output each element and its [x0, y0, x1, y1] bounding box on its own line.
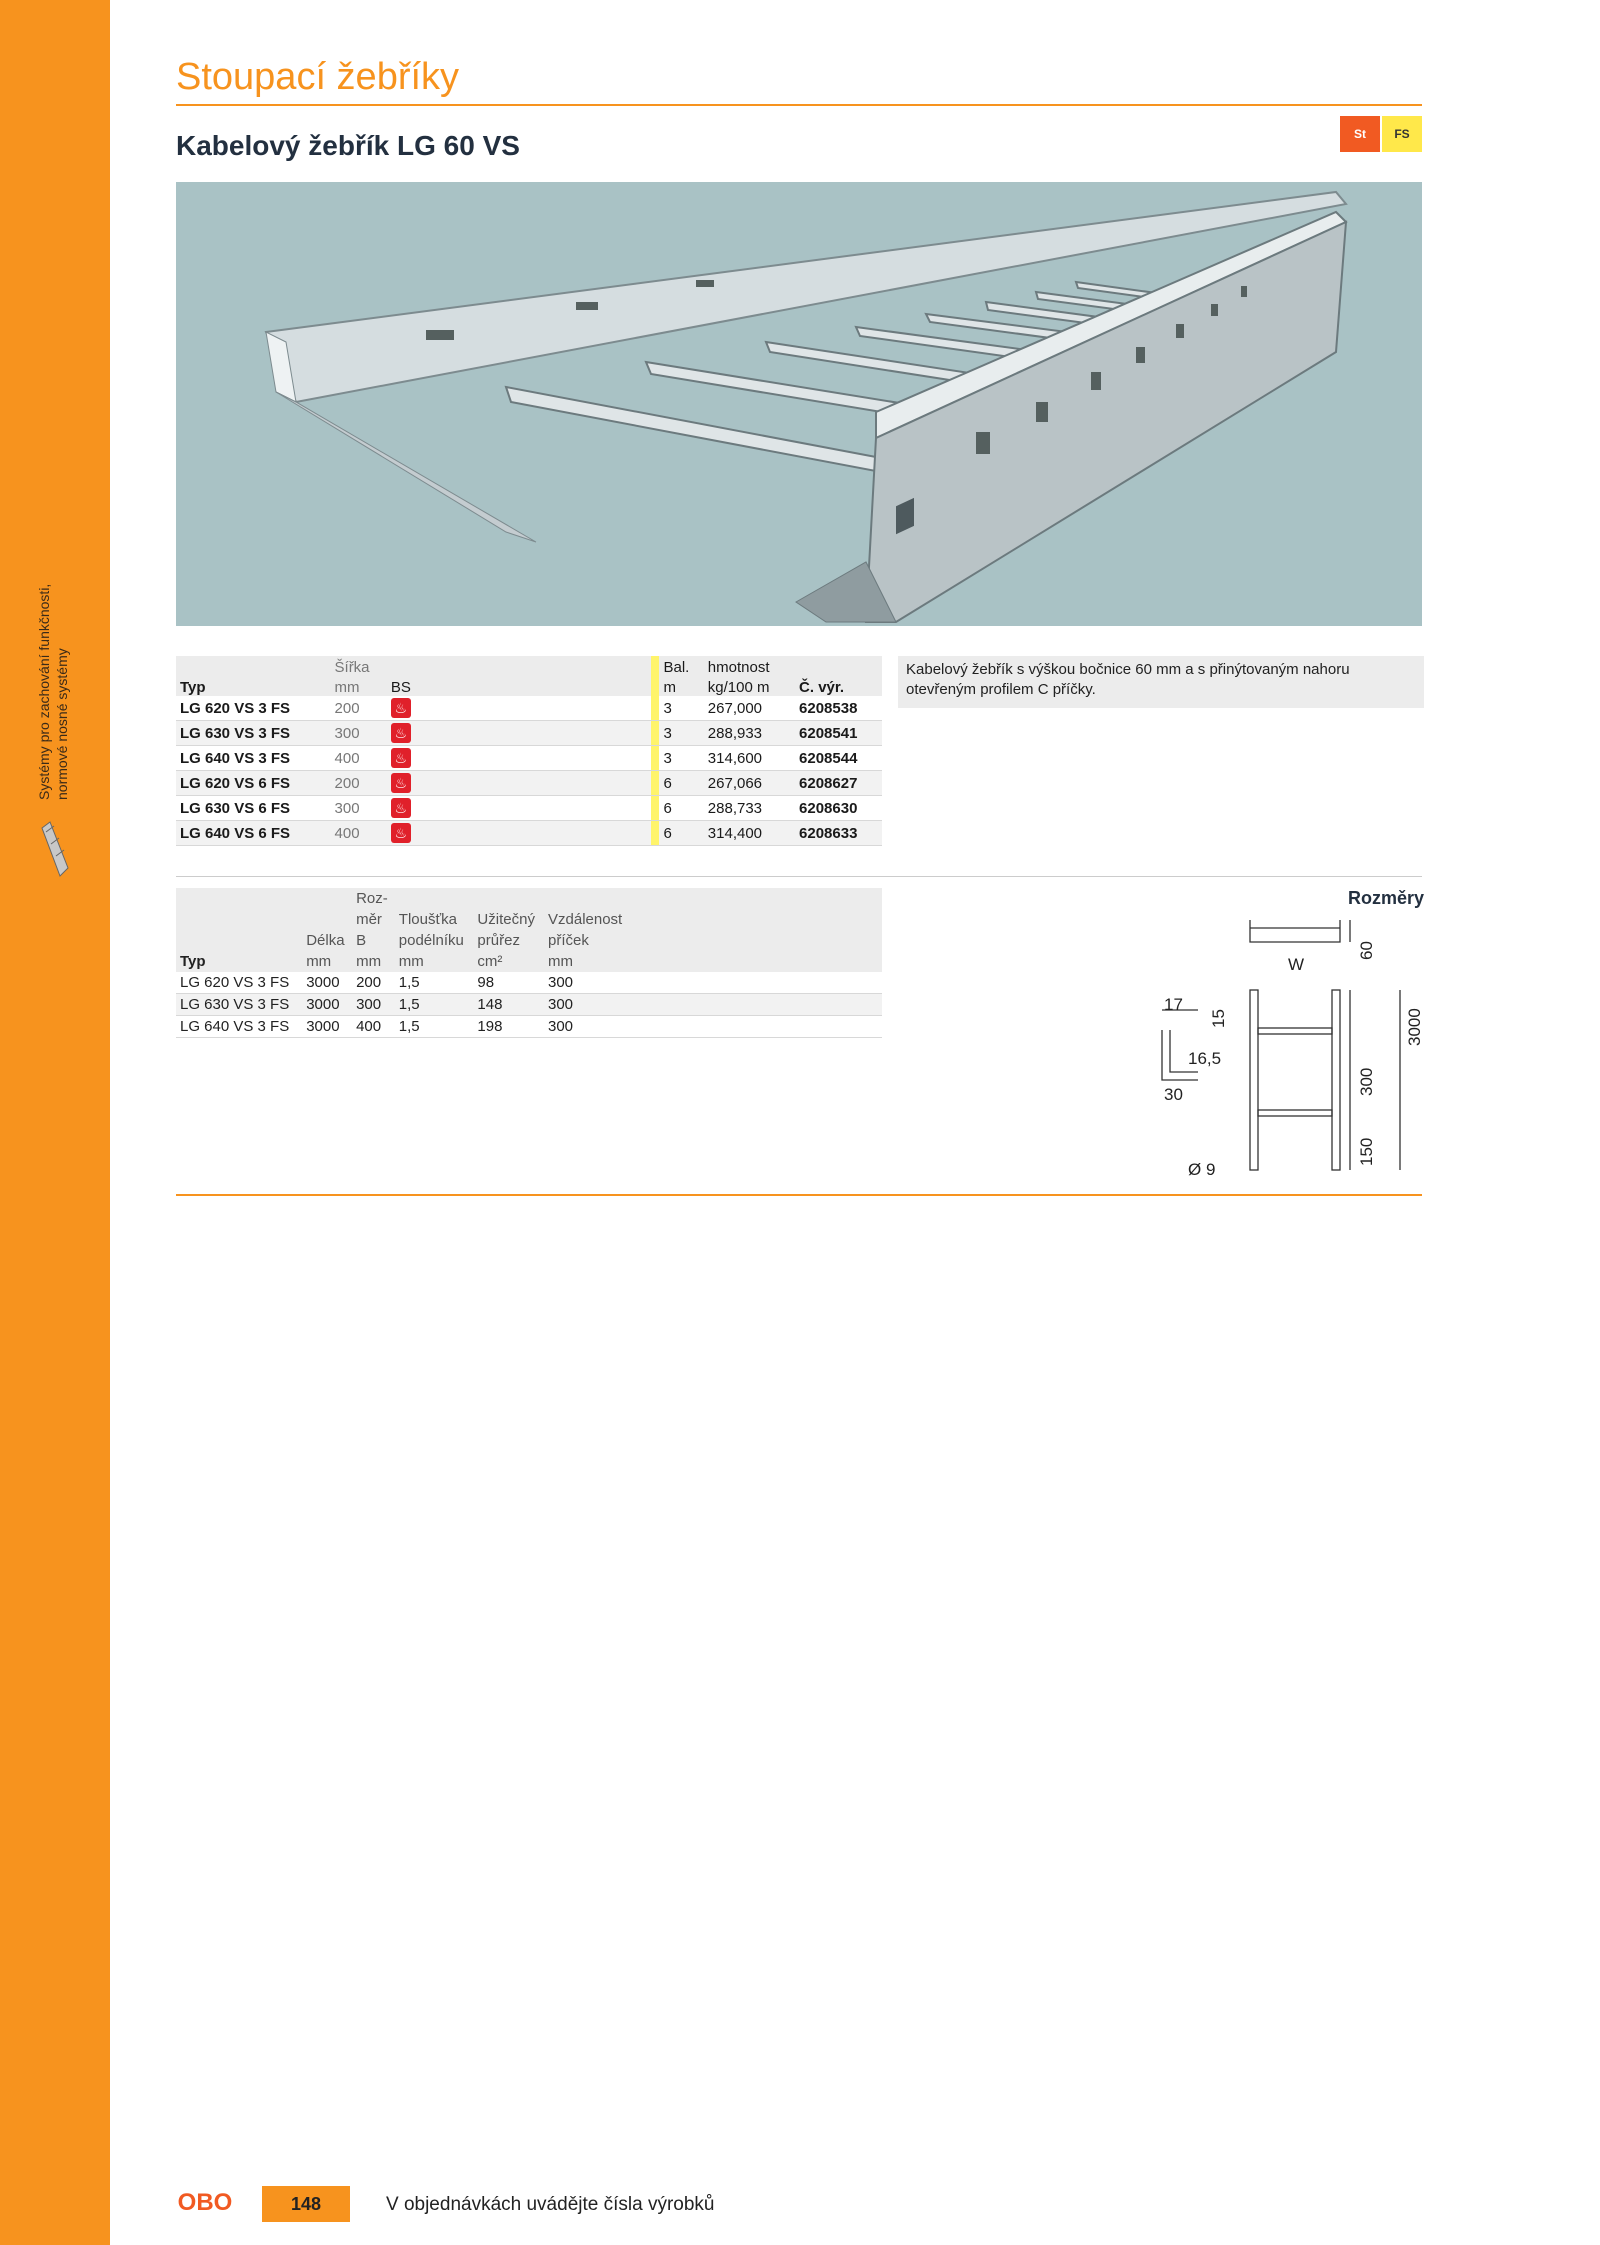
cell-b: 300	[352, 994, 395, 1016]
cell-vzdalenost: 300	[544, 972, 882, 994]
obo-logo-icon	[166, 2186, 244, 2216]
sidebar	[0, 0, 110, 2245]
cell-prurez: 98	[473, 972, 544, 994]
t2-head: příček	[544, 930, 882, 951]
cell-tloustka: 1,5	[395, 972, 474, 994]
badge-st: St	[1340, 116, 1380, 152]
t1-head-m: m	[659, 676, 703, 696]
t2-head	[395, 888, 474, 909]
cell-typ: LG 620 VS 3 FS	[176, 696, 331, 721]
table-row	[176, 721, 882, 746]
cell-typ: LG 640 VS 3 FS	[176, 746, 331, 771]
cell-bar	[651, 821, 659, 846]
cell-bal: 3	[659, 746, 703, 771]
t2-head: mm	[352, 951, 395, 972]
t1-head-top: Šířka	[331, 656, 387, 676]
t2-head: Vzdálenost	[544, 909, 882, 930]
cell-typ: LG 620 VS 3 FS	[176, 972, 302, 994]
label-300: 300	[1357, 1067, 1376, 1096]
t2-head-typ: Typ	[176, 951, 302, 972]
t1-head-top	[651, 656, 659, 676]
label-60: 60	[1357, 941, 1376, 960]
cell-bar	[651, 696, 659, 721]
t2-head: B	[352, 930, 395, 951]
fire-icon: ♨	[387, 721, 424, 746]
dimensions-title: Rozměry	[1347, 888, 1424, 908]
cell-typ: LG 640 VS 3 FS	[176, 1016, 302, 1038]
cell-cislo: 6208544	[795, 746, 882, 771]
cell-sirka: 200	[331, 771, 387, 796]
fire-icon: ♨	[387, 796, 424, 821]
t1-head-top	[387, 656, 424, 676]
t2-head	[302, 909, 352, 930]
cell-bal: 6	[659, 796, 703, 821]
cell-typ: LG 630 VS 6 FS	[176, 796, 331, 821]
t1-head-top: Bal.	[659, 656, 703, 676]
cell-cislo: 6208541	[795, 721, 882, 746]
t1-head-top: hmotnost	[704, 656, 795, 676]
t2-head: mm	[544, 951, 882, 972]
t1-head-bar	[651, 676, 659, 696]
footer-note: V objednávkách uvádějte čísla výrobků	[386, 2194, 715, 2215]
fire-icon: ♨	[387, 696, 424, 721]
section-end-rule	[176, 1194, 1422, 1196]
cable-ladder-icon	[38, 820, 72, 880]
svg-text:OBO: OBO	[177, 2189, 233, 2216]
cell-delka: 3000	[302, 1016, 352, 1038]
fire-icon: ♨	[387, 821, 424, 846]
product-description: Kabelový žebřík s výškou bočnice 60 mm a s přinýtovaným nahoru otevřeným profilem C příčky.	[898, 656, 1424, 708]
product-image	[176, 182, 1422, 626]
label-phi9: Ø 9	[1188, 1160, 1216, 1179]
cell-sirka: 300	[331, 721, 387, 746]
label-3000: 3000	[1405, 1008, 1424, 1046]
cell-blank	[423, 771, 651, 796]
t2-head	[176, 888, 302, 909]
cell-prurez: 198	[473, 1016, 544, 1038]
fire-icon: ♨	[387, 771, 424, 796]
table-row	[176, 696, 882, 721]
cell-delka: 3000	[302, 994, 352, 1016]
table-row	[176, 972, 882, 994]
table-row	[176, 994, 882, 1016]
label-16-5: 16,5	[1188, 1049, 1222, 1068]
cell-hmotnost: 267,000	[704, 696, 795, 721]
cell-cislo: 6208633	[795, 821, 882, 846]
product-table	[176, 656, 882, 846]
cell-typ: LG 630 VS 3 FS	[176, 721, 331, 746]
cell-delka: 3000	[302, 972, 352, 994]
t2-head: průřez	[473, 930, 544, 951]
title-divider	[176, 104, 1422, 106]
t2-head	[544, 888, 882, 909]
t2-head: mm	[302, 951, 352, 972]
cell-blank	[423, 746, 651, 771]
t2-head: mm	[395, 951, 474, 972]
sidebar-caption	[35, 520, 75, 800]
cell-sirka: 400	[331, 746, 387, 771]
t1-head-top	[176, 656, 331, 676]
cell-cislo: 6208627	[795, 771, 882, 796]
t1-head-kg: kg/100 m	[704, 676, 795, 696]
cell-blank	[423, 796, 651, 821]
cell-sirka: 200	[331, 696, 387, 721]
cell-vzdalenost: 300	[544, 1016, 882, 1038]
cell-hmotnost: 267,066	[704, 771, 795, 796]
cell-bar	[651, 721, 659, 746]
cell-hmotnost: 288,933	[704, 721, 795, 746]
t1-head-cislo: Č. výr.	[795, 676, 882, 696]
cell-bar	[651, 746, 659, 771]
t1-head-top	[423, 656, 651, 676]
cell-typ: LG 640 VS 6 FS	[176, 821, 331, 846]
dimension-drawing	[1150, 910, 1430, 1180]
cell-sirka: 300	[331, 796, 387, 821]
cell-hmotnost: 314,600	[704, 746, 795, 771]
t2-head	[302, 888, 352, 909]
cell-bal: 3	[659, 721, 703, 746]
cell-vzdalenost: 300	[544, 994, 882, 1016]
cell-sirka: 400	[331, 821, 387, 846]
cell-bal: 6	[659, 771, 703, 796]
t2-head	[176, 909, 302, 930]
label-150: 150	[1357, 1137, 1376, 1166]
cell-hmotnost: 288,733	[704, 796, 795, 821]
cell-hmotnost: 314,400	[704, 821, 795, 846]
t2-head: podélníku	[395, 930, 474, 951]
section-divider	[176, 876, 1422, 877]
cell-prurez: 148	[473, 994, 544, 1016]
page-number: 148	[262, 2186, 350, 2222]
label-17: 17	[1164, 995, 1183, 1014]
product-title: Kabelový žebřík LG 60 VS	[176, 130, 520, 161]
t2-head	[473, 888, 544, 909]
label-w: W	[1288, 955, 1305, 974]
table-row	[176, 821, 882, 846]
cell-bal: 6	[659, 821, 703, 846]
cell-tloustka: 1,5	[395, 1016, 474, 1038]
t2-head: Roz-	[352, 888, 395, 909]
page-title: Stoupací žebříky	[176, 56, 460, 98]
table-row	[176, 771, 882, 796]
t2-head: Užitečný	[473, 909, 544, 930]
label-30: 30	[1164, 1085, 1183, 1104]
t1-head-top	[795, 656, 882, 676]
t2-head: měr	[352, 909, 395, 930]
cell-b: 400	[352, 1016, 395, 1038]
fire-icon: ♨	[387, 746, 424, 771]
cell-blank	[423, 696, 651, 721]
cell-bar	[651, 771, 659, 796]
t1-head-mm: mm	[331, 676, 387, 696]
cell-typ: LG 630 VS 3 FS	[176, 994, 302, 1016]
sidebar-caption-line1: Systémy pro zachování funkčnosti,	[36, 583, 52, 800]
cell-tloustka: 1,5	[395, 994, 474, 1016]
t1-head-bs: BS	[387, 676, 424, 696]
t1-head-blank	[423, 676, 651, 696]
cell-typ: LG 620 VS 6 FS	[176, 771, 331, 796]
badge-fs: FS	[1382, 116, 1422, 152]
cell-bar	[651, 796, 659, 821]
t2-head	[176, 930, 302, 951]
cell-bal: 3	[659, 696, 703, 721]
t2-head: Délka	[302, 930, 352, 951]
cell-blank	[423, 821, 651, 846]
cell-cislo: 6208630	[795, 796, 882, 821]
t1-head-typ: Typ	[176, 676, 331, 696]
cell-blank	[423, 721, 651, 746]
label-15: 15	[1209, 1009, 1228, 1028]
dimensions-table	[176, 888, 882, 1038]
table-row	[176, 796, 882, 821]
sidebar-caption-line2: normové nosné systémy	[54, 648, 70, 800]
table-row	[176, 746, 882, 771]
cell-b: 200	[352, 972, 395, 994]
table-row	[176, 1016, 882, 1038]
t2-head: Tloušťka	[395, 909, 474, 930]
cell-cislo: 6208538	[795, 696, 882, 721]
t2-head: cm²	[473, 951, 544, 972]
